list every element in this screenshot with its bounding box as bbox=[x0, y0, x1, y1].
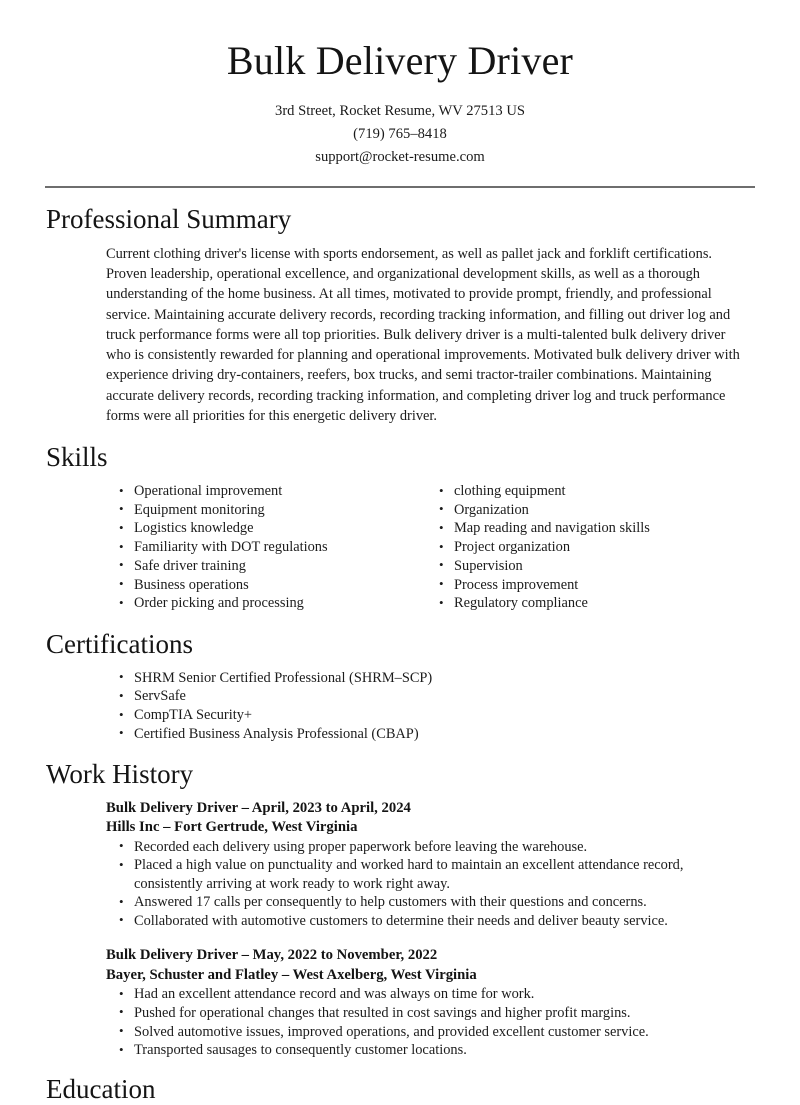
list-item: • Safe driver training bbox=[106, 557, 424, 575]
list-item: • Had an excellent attendance record and was always on time for work. bbox=[106, 985, 755, 1003]
contact-address: 3rd Street, Rocket Resume, WV 27513 US bbox=[275, 103, 525, 119]
list-item: • Answered 17 calls per consequently to help customers with their questions and concerns. bbox=[106, 893, 755, 911]
section-title-work-history: Work History bbox=[46, 758, 194, 789]
skills-column-right bbox=[424, 482, 755, 613]
work-history-entry bbox=[46, 946, 755, 1059]
section-title-education: Education bbox=[46, 1074, 156, 1105]
list-item: • Collaborated with automotive customers to determine their needs and deliver beauty service. bbox=[106, 912, 755, 930]
list-item: • Organization bbox=[426, 501, 755, 519]
list-item: • Operational improvement bbox=[106, 482, 424, 500]
list-item: • Certified Business Analysis Professional (CBAP) bbox=[106, 725, 755, 743]
list-item: • Supervision bbox=[426, 557, 755, 575]
header-divider bbox=[45, 186, 755, 188]
list-item: • Project organization bbox=[426, 538, 755, 556]
section-work-history bbox=[0, 760, 800, 1060]
job-title-line: Bulk Delivery Driver – April, 2023 to April, 2024 bbox=[106, 799, 411, 816]
contact-phone: (719) 765–8418 bbox=[353, 126, 447, 142]
list-item: • Recorded each delivery using proper paperwork before leaving the warehouse. bbox=[106, 838, 755, 856]
professional-summary-body bbox=[46, 244, 755, 427]
list-item: • SHRM Senior Certified Professional (SHRM–SCP) bbox=[106, 669, 755, 687]
list-item: • CompTIA Security+ bbox=[106, 706, 755, 724]
list-item: • Transported sausages to consequently customer locations. bbox=[106, 1041, 755, 1059]
job-title-line: Bulk Delivery Driver – May, 2022 to November, 2022 bbox=[106, 947, 438, 964]
resume-header bbox=[0, 0, 800, 169]
list-item: • Equipment monitoring bbox=[106, 501, 424, 519]
section-title-professional-summary: Professional Summary bbox=[46, 204, 292, 234]
skills-list-right bbox=[426, 482, 755, 612]
list-item: • clothing equipment bbox=[426, 482, 755, 500]
skills-body bbox=[0, 482, 800, 613]
list-item: • Order picking and processing bbox=[106, 594, 424, 612]
list-item: • Placed a high value on punctuality and worked hard to maintain an excellent attendance record, consistently arriving at work ready to work right away. bbox=[106, 856, 755, 892]
list-item: • Process improvement bbox=[426, 576, 755, 594]
list-item: • Pushed for operational changes that resulted in cost savings and higher profit margins. bbox=[106, 1004, 755, 1022]
contact-email: support@rocket-resume.com bbox=[315, 149, 485, 165]
page-title: Bulk Delivery Driver bbox=[226, 38, 574, 83]
job-company-line: Bayer, Schuster and Flatley – West Axelberg, West Virginia bbox=[106, 966, 477, 983]
section-skills bbox=[0, 443, 800, 473]
job-bullets-list bbox=[106, 838, 755, 931]
list-item: • Solved automotive issues, improved operations, and provided excellent customer service. bbox=[106, 1023, 755, 1041]
section-title-skills: Skills bbox=[46, 442, 108, 473]
section-title-certifications: Certifications bbox=[46, 628, 193, 659]
list-item: • Map reading and navigation skills bbox=[426, 519, 755, 537]
list-item: • Familiarity with DOT regulations bbox=[106, 538, 424, 556]
section-certifications bbox=[0, 630, 800, 743]
work-history-entry bbox=[46, 799, 755, 931]
certifications-body bbox=[46, 669, 755, 743]
list-item: • ServSafe bbox=[106, 687, 755, 705]
professional-summary-text: Current clothing driver's license with sports endorsement, as well as pallet jack and forklift certifications. Proven leadership, operational excellence, and organizational development skills, as well as a thorough understanding of the home business. At all times, motivated to provide prompt, friendly, and professional service. Maintaining accurate delivery records, recording tracking information, and filling out driver log and truck performance forms were all top priorities. Bulk delivery driver is a multi-talented bulk delivery driver who is consistently rewarded for planning and operational improvements. Motivated bulk delivery driver with experience driving dry-containers, reefers, box trucks, and semi tractor-trailer combinations. Maintaining accurate delivery records, recording tracking information, and completing driver log and truck performance forms were all priorities for this energetic delivery driver. bbox=[106, 245, 740, 425]
list-item: • Business operations bbox=[106, 576, 424, 594]
job-company-line: Hills Inc – Fort Gertrude, West Virginia bbox=[106, 819, 358, 836]
skills-column-left bbox=[106, 482, 424, 613]
list-item: • Regulatory compliance bbox=[426, 594, 755, 612]
section-professional-summary bbox=[0, 205, 800, 426]
list-item: • Logistics knowledge bbox=[106, 519, 424, 537]
job-bullets-list bbox=[106, 985, 755, 1059]
section-education bbox=[0, 1075, 800, 1105]
certifications-list bbox=[106, 669, 755, 743]
skills-list-left bbox=[106, 482, 424, 612]
